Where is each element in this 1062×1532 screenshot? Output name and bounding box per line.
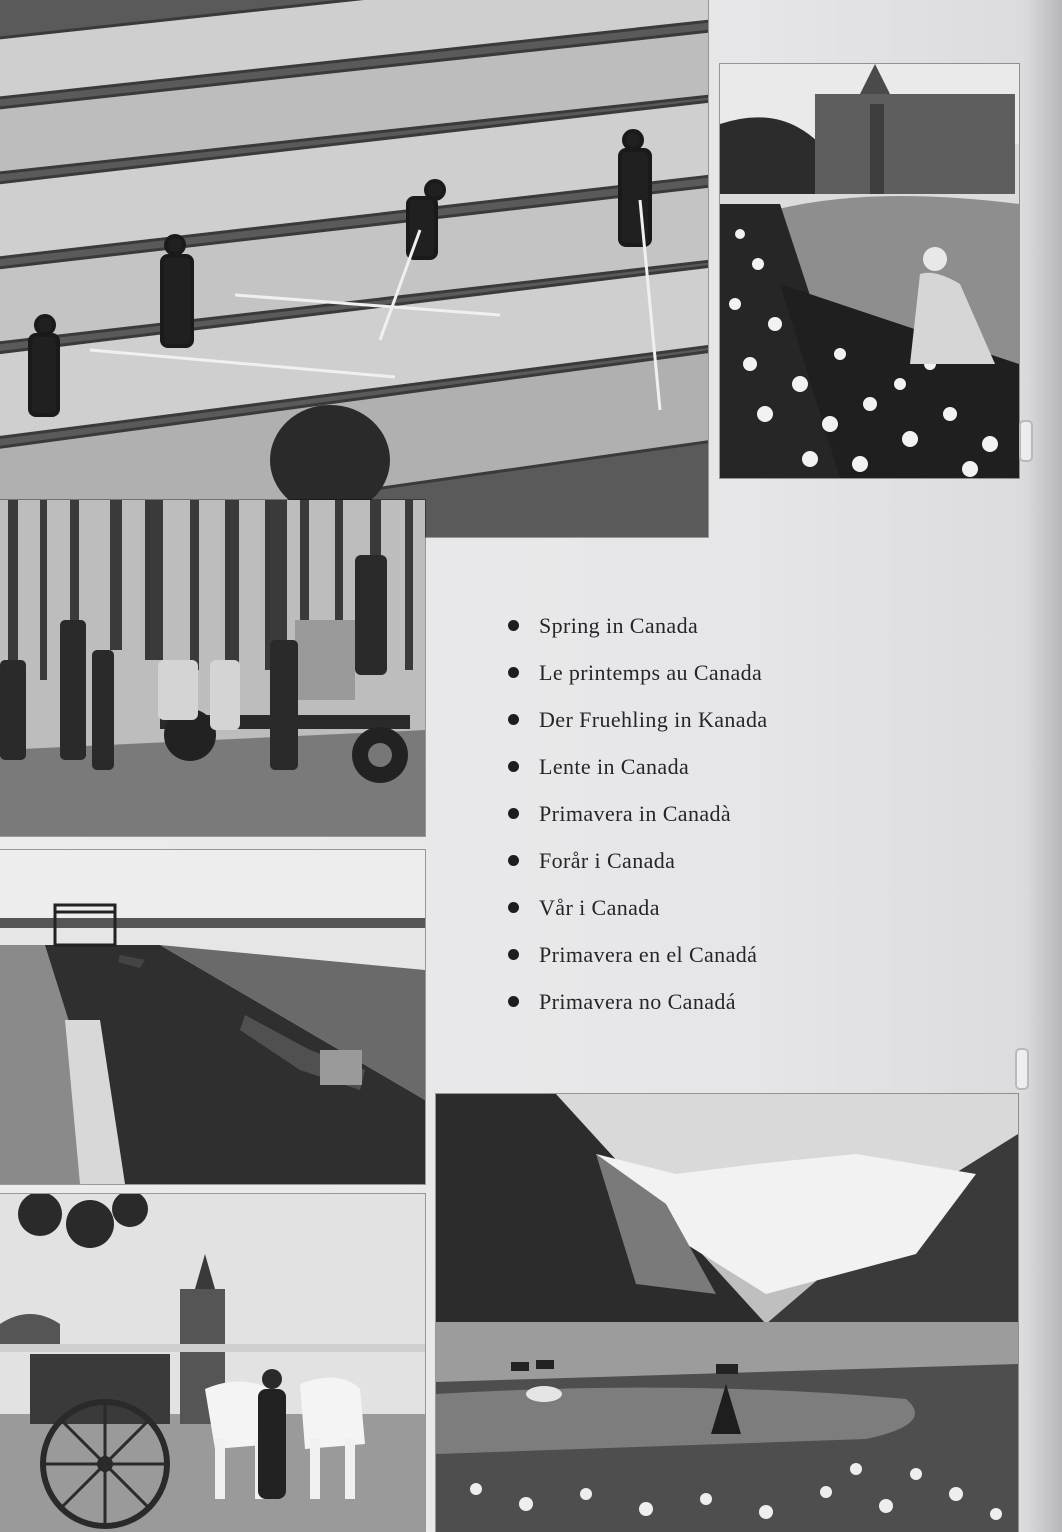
- list-item-label: Primavera in Canadà: [539, 800, 732, 826]
- bullet-icon: [508, 667, 519, 678]
- list-item-label: Spring in Canada: [539, 612, 699, 638]
- list-item: [508, 837, 768, 884]
- list-item: [508, 978, 768, 1025]
- list-item: [508, 931, 768, 978]
- bullet-icon: [508, 902, 519, 913]
- list-item: [508, 790, 768, 837]
- list-item-label: Le printemps au Canada: [539, 659, 763, 685]
- staple-icon: [1019, 420, 1033, 462]
- list-item-label: Vår i Canada: [539, 894, 660, 920]
- page-binding-edge: [1028, 0, 1062, 1532]
- bullet-icon: [508, 996, 519, 1007]
- list-item-label: Lente in Canada: [539, 753, 690, 779]
- list-item: [508, 884, 768, 931]
- log-drive-photo: [0, 0, 708, 537]
- list-item: [508, 743, 768, 790]
- horse-carriage-photo: [0, 1194, 425, 1532]
- maple-sugar-bush-photo: [0, 500, 425, 836]
- list-item-label: Primavera no Canadá: [539, 988, 736, 1014]
- canal-lock-photo: [0, 850, 425, 1184]
- list-item-label: Forår i Canada: [539, 847, 676, 873]
- mountain-lake-photo: [436, 1094, 1018, 1532]
- bullet-icon: [508, 714, 519, 725]
- list-item-label: Der Fruehling in Kanada: [539, 706, 768, 732]
- list-item-label: Primavera en el Canadá: [539, 941, 758, 967]
- bullet-icon: [508, 855, 519, 866]
- spring-in-canada-languages-list: [508, 602, 768, 1025]
- bullet-icon: [508, 620, 519, 631]
- list-item: [508, 602, 768, 649]
- staple-icon: [1015, 1048, 1029, 1090]
- list-item: [508, 649, 768, 696]
- list-item: [508, 696, 768, 743]
- tulip-garden-photo: [720, 64, 1019, 478]
- bullet-icon: [508, 949, 519, 960]
- bullet-icon: [508, 761, 519, 772]
- bullet-icon: [508, 808, 519, 819]
